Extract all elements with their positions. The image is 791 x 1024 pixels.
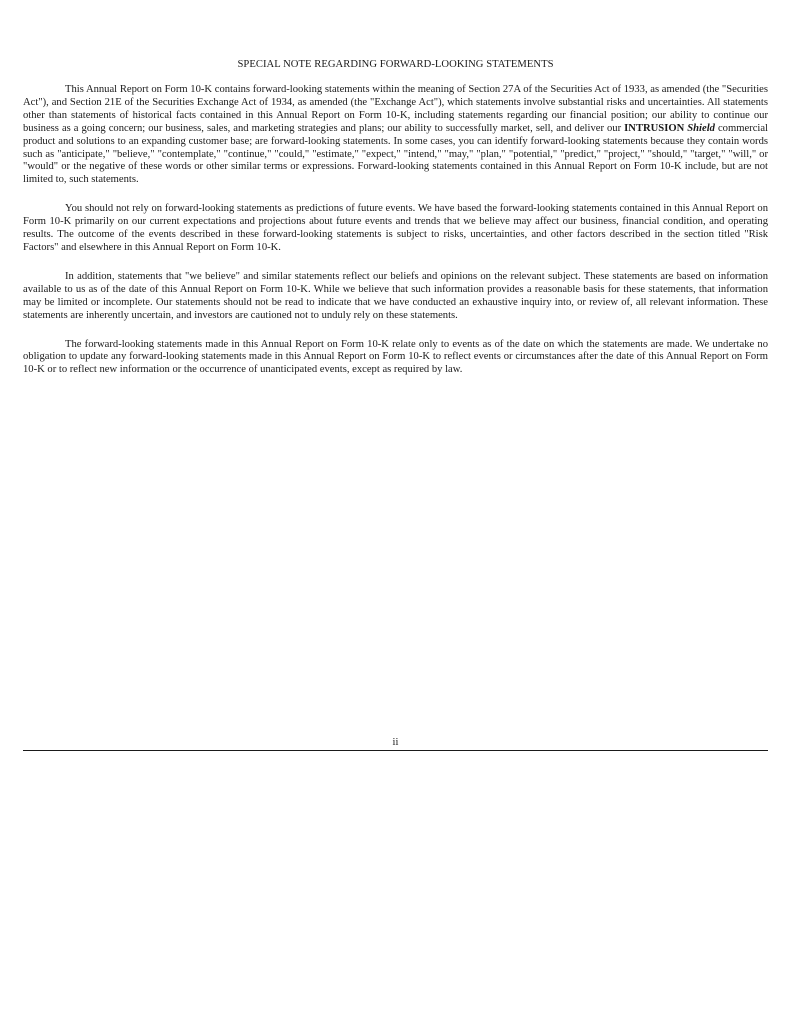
paragraph-text: commercial product and solutions to an expanding customer base; are forward-looking statements. In some cases, you can identify forward-looking statements because they contain words such as "anticipate," "believe," "contemplate," "continue," "could," "estimate," "expect," "intend," "may," "plan," "potential," "predict," "project," "should," "target," "will," or "would" or the negative of these words or other similar terms or expressions. Forward-looking statements contained in this Annual Report on Form 10-K include, but are not limited to, such statements. [23, 122, 768, 186]
brand-name-intrusion: INTRUSION [624, 122, 685, 134]
paragraph-text: This Annual Report on Form 10-K contains forward-looking statements within the meaning of Section 27A of the Securities Act of 1933, as amended (the "Securities Act"), and Section 21E of the Securities Exchange Act of 1934, as amended (the "Exchange Act"), which statements involve substantial risks and uncertainties. All statements other than statements of historical facts contained in this Annual Report on Form 10-K, including statements regarding our financial position; our ability to continue our business as a going concern; our business, sales, and marketing strategies and plans; our ability to successfully market, sell, and deliver our [23, 84, 768, 134]
page-number: ii [392, 737, 399, 748]
section-heading: SPECIAL NOTE REGARDING FORWARD-LOOKING STATEMENTS [237, 59, 554, 70]
footer-divider [23, 750, 768, 751]
document-page [23, 58, 768, 393]
paragraph-forward-looking-intro [23, 84, 768, 187]
paragraph-reliance-warning: You should not rely on forward-looking statements as predictions of future events. We have based the forward-looking statements contained in this Annual Report on Form 10-K primarily on our current expectations and projections about future events and trends that we believe may affect our business, financial condition, and operating results. The outcome of the events described in these forward-looking statements is subject to risks, uncertainties, and other factors described in the section titled "Risk Factors" and elsewhere in this Annual Report on Form 10-K. [23, 203, 768, 253]
paragraph-no-update-obligation: The forward-looking statements made in this Annual Report on Form 10-K relate only to events as of the date on which the statements are made. We undertake no obligation to update any forward-looking statements made in this Annual Report on Form 10-K to reflect events or circumstances after the date of this Annual Report on Form 10-K or to reflect new information or the occurrence of unanticipated events, except as required by law. [23, 338, 768, 376]
brand-name-shield: Shield [687, 122, 715, 134]
paragraph-beliefs: In addition, statements that "we believe" and similar statements reflect our beliefs and opinions on the relevant subject. These statements are based on information available to us as of the date of this Annual Report on Form 10-K. While we believe that such information provides a reasonable basis for these statements, that information may be limited or incomplete. Our statements should not be read to indicate that we have conducted an exhaustive inquiry into, or review of, all relevant information. These statements are inherently uncertain, and investors are cautioned not to unduly rely on these statements. [23, 270, 768, 321]
page-footer [23, 736, 768, 751]
